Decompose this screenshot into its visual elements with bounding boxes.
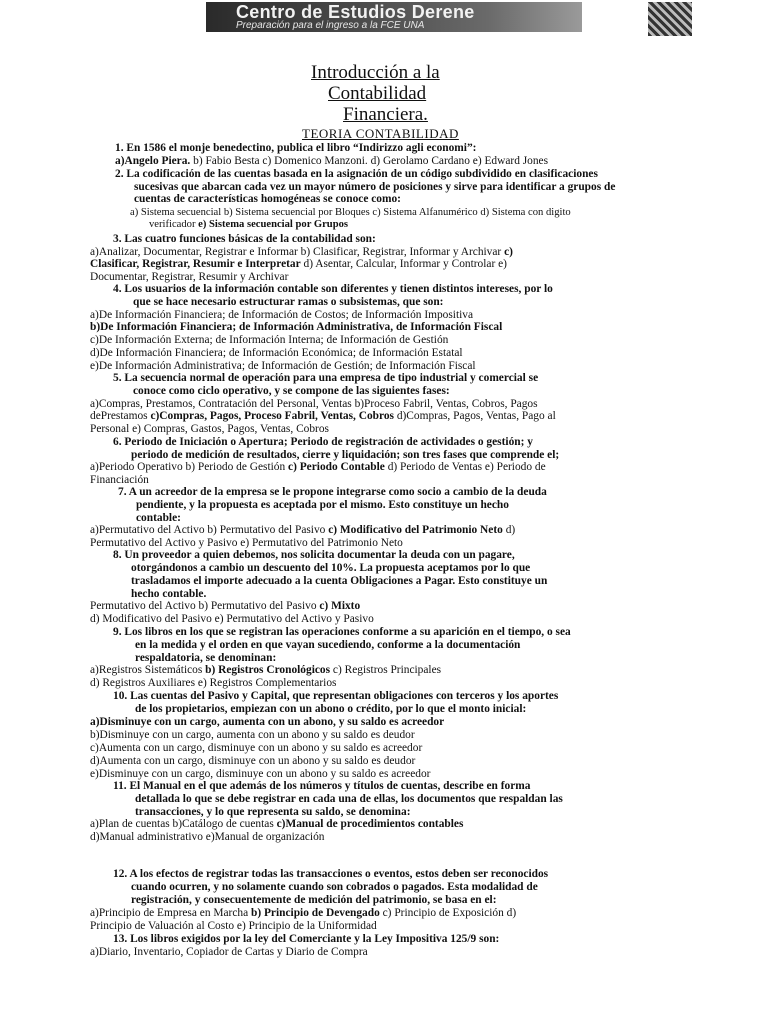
bold-text: c)Compras, Pagos, Proceso Fabril, Ventas, Cobros [150, 410, 394, 422]
text-line [133, 385, 450, 398]
text-line [115, 142, 476, 155]
bold-text: 13. Los libros exigidos por la ley del Comerciante y la Ley Impositiva 125/9 son: [113, 933, 500, 945]
text-line [90, 729, 415, 742]
text-line [90, 423, 329, 436]
bold-text: pendiente, y la propuesta es aceptada por el mismo. Esto constituye un hecho [136, 499, 509, 511]
text-segment: a)Registros Sistemáticos [90, 664, 206, 676]
text-segment: Principio de Valuación al Costo e) Principio de la Uniformidad [90, 920, 377, 932]
doc-title-line-3: Financiera. [343, 104, 428, 125]
text-segment: d)Manual administrativo e)Manual de organización [90, 831, 325, 843]
text-segment: d) Asentar, Calcular, Informar y Controlar e) [300, 258, 507, 270]
text-segment: Permutativo del Activo y Pasivo e) Permutativo del Patrimonio Neto [90, 537, 403, 549]
text-segment: a)Analizar, Documentar, Registrar e Informar b) Clasificar, Registrar, Informar y Archivar [90, 246, 505, 258]
text-line [115, 155, 548, 168]
bold-text: 1. En 1586 el monje benedectino, publica el libro “Indirizzo agli economi”: [115, 142, 477, 154]
bold-text: e) Sistema secuencial por Grupos [198, 219, 348, 230]
text-line [113, 372, 538, 385]
text-line [113, 690, 558, 703]
text-segment: e)Disminuye con un cargo, disminuye con un abono y su saldo es acreedor [90, 768, 431, 780]
bold-text: c) Modificativo del Patrimonio Neto [328, 524, 503, 536]
bold-text: registración, y consecuentemente de medición del patrimonio, se basa en el: [131, 894, 497, 906]
bold-text: 11. El Manual en el que además de los números y títulos de cuentas, describe en forma [113, 780, 531, 792]
text-segment: Financiación [90, 474, 149, 486]
text-segment: e)De Información Administrativa; de Información de Gestión; de Información Fiscal [90, 360, 476, 372]
bold-text: b) Principio de Devengado [251, 907, 380, 919]
bold-text: c) [504, 246, 513, 258]
text-line [90, 334, 448, 347]
text-segment: c)Aumenta con un cargo, disminuye con un abono y su saldo es acreedor [90, 742, 423, 754]
bold-text: Clasificar, Registrar, Resumir e Interpretar [90, 258, 301, 270]
header-subtitle: Preparación para el ingreso a la FCE UNA [236, 20, 425, 31]
text-line [131, 562, 530, 575]
bold-text: periodo de medición de resultados, cierre y liquidación; son tres fases que comprende el; [131, 449, 560, 461]
text-line [131, 881, 538, 894]
text-segment: d)De Información Financiera; de Información Económica; de Información Estatal [90, 347, 463, 359]
text-line [90, 755, 415, 768]
bold-text: 6. Periodo de Iniciación o Apertura; Periodo de registración de actividades o gestión; y [113, 436, 533, 448]
bold-text: 9. Los libros en los que se registran las operaciones conforme a su aparición en el tiempo, o sea [113, 626, 571, 638]
text-line [135, 793, 563, 806]
bold-text: c) Mixto [319, 600, 361, 612]
text-line [90, 347, 463, 360]
bold-text: sucesivas que abarcan cada vez un mayor número de posiciones y sirve para identificar a grupos de [134, 181, 616, 193]
text-line [113, 436, 533, 449]
bold-text: contable: [136, 512, 181, 524]
bold-text: 12. A los efectos de registrar todas las transacciones o eventos, estos deben ser reconocidos [113, 868, 549, 880]
bold-text: 10. Las cuentas del Pasivo y Capital, que representan obligaciones con terceros y los aportes [113, 690, 559, 702]
text-segment: d) Modificativo del Pasivo e) Permutativo del Activo y Pasivo [90, 613, 374, 625]
text-line [90, 410, 556, 423]
text-line [113, 868, 548, 881]
text-line [90, 613, 374, 626]
doc-title-line-2: Contabilidad [328, 83, 427, 104]
text-segment: c) Principio de Exposición d) [379, 907, 517, 919]
text-segment: a)Compras, Prestamos, Contratación del Personal, Ventas b)Proceso Fabril, Ventas, Cobros, Pagos [90, 398, 538, 410]
text-segment: c) Registros Principales [330, 664, 442, 676]
text-line [90, 716, 444, 729]
bold-text: 4. Los usuarios de la información contable son diferentes y tienen distintos intereses, por lo [113, 283, 553, 295]
text-line [113, 549, 515, 562]
text-line [136, 499, 509, 512]
text-segment: b) Fabio Besta c) Domenico Manzoni. d) Gerolamo Cardano e) Edward Jones [193, 155, 549, 167]
bold-text: de los propietarios, empiezan con un abono o crédito, por lo que el monto inicial: [135, 703, 527, 715]
bold-text: hecho contable. [131, 588, 207, 600]
bold-text: trasladamos el importe adecuado a la cuenta Obligaciones a Pagar. Esto constituye un [131, 575, 548, 587]
bold-text: b) Registros Cronológicos [205, 664, 331, 676]
text-line [90, 321, 502, 334]
text-line [90, 742, 422, 755]
text-segment: a)Principio de Empresa en Marcha [90, 907, 251, 919]
text-line [135, 703, 526, 716]
bold-text: otorgándonos a cambio un descuento del 10%. La propuesta aceptamos por lo que [131, 562, 531, 574]
text-segment: d)Compras, Pagos, Ventas, Pago al [393, 410, 556, 422]
bold-text: a)Angelo Piera. [115, 155, 194, 167]
text-segment: b)Disminuye con un cargo, aumenta con un abono y su saldo es deudor [90, 729, 415, 741]
text-segment: d) Registros Auxiliares e) Registros Complementarios [90, 677, 337, 689]
bold-text: que se hace necesario estructurar ramas o subsistemas, que son: [133, 296, 444, 308]
bold-text: cuando ocurren, y no solamente cuando son cobrados o pagados. Esta modalidad de [131, 881, 538, 893]
bold-text: 7. A un acreedor de la empresa se le propone integrarse como socio a cambio de la deuda [118, 486, 547, 498]
bold-text: conoce como ciclo operativo, y se compone de las siguientes fases: [133, 385, 450, 397]
text-line [115, 168, 598, 181]
text-line [113, 780, 530, 793]
text-line [90, 831, 325, 844]
text-segment: a) Sistema secuencial b) Sistema secuencial por Bloques c) Sistema Alfanumérico d) Sistema con digito [130, 207, 571, 218]
text-segment: a)Plan de cuentas b)Catálogo de cuentas [90, 818, 277, 830]
text-segment: a)Diario, Inventario, Copiador de Cartas y Diario de Compra [90, 946, 368, 958]
text-line [90, 946, 368, 959]
text-line [90, 258, 507, 271]
text-line [90, 664, 441, 677]
bold-text: c)Manual de procedimientos contables [276, 818, 464, 830]
bold-text: respaldatoria, se denominan: [135, 652, 277, 664]
doc-title-line-1: Introducción a la [311, 62, 440, 83]
text-line [90, 600, 360, 613]
text-segment: d) Periodo de Ventas e) Periodo de [384, 461, 546, 473]
text-segment: dePrestamos [90, 410, 151, 422]
text-line [149, 218, 348, 231]
bold-text: transacciones, y lo que representa su saldo, se denomina: [135, 806, 411, 818]
bold-text: 5. La secuencia normal de operación para una empresa de tipo industrial y comercial se [113, 372, 539, 384]
text-line [90, 818, 463, 831]
bold-text: cuentas de características homogéneas se conoce como: [134, 193, 401, 205]
bold-text: 2. La codificación de las cuentas basada en la asignación de un código subdividido en clasificaciones [115, 168, 598, 180]
text-line [90, 920, 377, 933]
text-line [90, 907, 516, 920]
text-line [90, 524, 515, 537]
bold-text: detallada lo que se debe registrar en cada una de ellas, los documentos que respaldan las [135, 793, 563, 805]
bold-text: c) Periodo Contable [288, 461, 385, 473]
text-line [113, 626, 571, 639]
text-line [113, 933, 499, 946]
bold-text: 8. Un proveedor a quien debemos, nos solicita documentar la deuda con un pagare, [113, 549, 515, 561]
text-line [113, 283, 553, 296]
section-heading: TEORIA CONTABILIDAD [302, 126, 459, 141]
text-line [113, 233, 376, 246]
bold-text: 3. Las cuatro funciones básicas de la contabilidad son: [113, 233, 376, 245]
text-segment: d) [502, 524, 516, 536]
text-segment: Personal e) Compras, Gastos, Pagos, Ventas, Cobros [90, 423, 329, 435]
text-line [133, 296, 443, 309]
text-segment: Permutativo del Activo b) Permutativo del Pasivo [90, 600, 320, 612]
text-line [131, 894, 497, 907]
header-banner [206, 2, 582, 32]
bold-text: a)Disminuye con un cargo, aumenta con un abono, y su saldo es acreedor [90, 716, 445, 728]
text-segment: Documentar, Registrar, Resumir y Archivar [90, 271, 289, 283]
logo-icon [648, 2, 692, 36]
text-segment: verificador [149, 219, 199, 230]
text-segment: d)Aumenta con un cargo, disminuye con un abono y su saldo es deudor [90, 755, 416, 767]
bold-text: en la medida y el orden en que vayan sucediendo, conforme a la documentación [135, 639, 521, 651]
text-line [131, 575, 547, 588]
text-segment: a)Permutativo del Activo b) Permutativo del Pasivo [90, 524, 329, 536]
text-line [118, 486, 547, 499]
bold-text: b)De Información Financiera; de Información Administrativa, de Información Fiscal [90, 321, 503, 333]
text-line [90, 677, 336, 690]
header-title: Centro de Estudios Derene [236, 2, 475, 22]
text-line [135, 639, 520, 652]
text-segment: a)Periodo Operativo b) Periodo de Gestión [90, 461, 289, 473]
text-segment: c)De Información Externa; de Información Interna; de Información de Gestión [90, 334, 449, 346]
text-line [134, 193, 401, 206]
text-segment: a)De Información Financiera; de Información de Costos; de Información Impositiva [90, 309, 474, 321]
text-line [90, 461, 546, 474]
